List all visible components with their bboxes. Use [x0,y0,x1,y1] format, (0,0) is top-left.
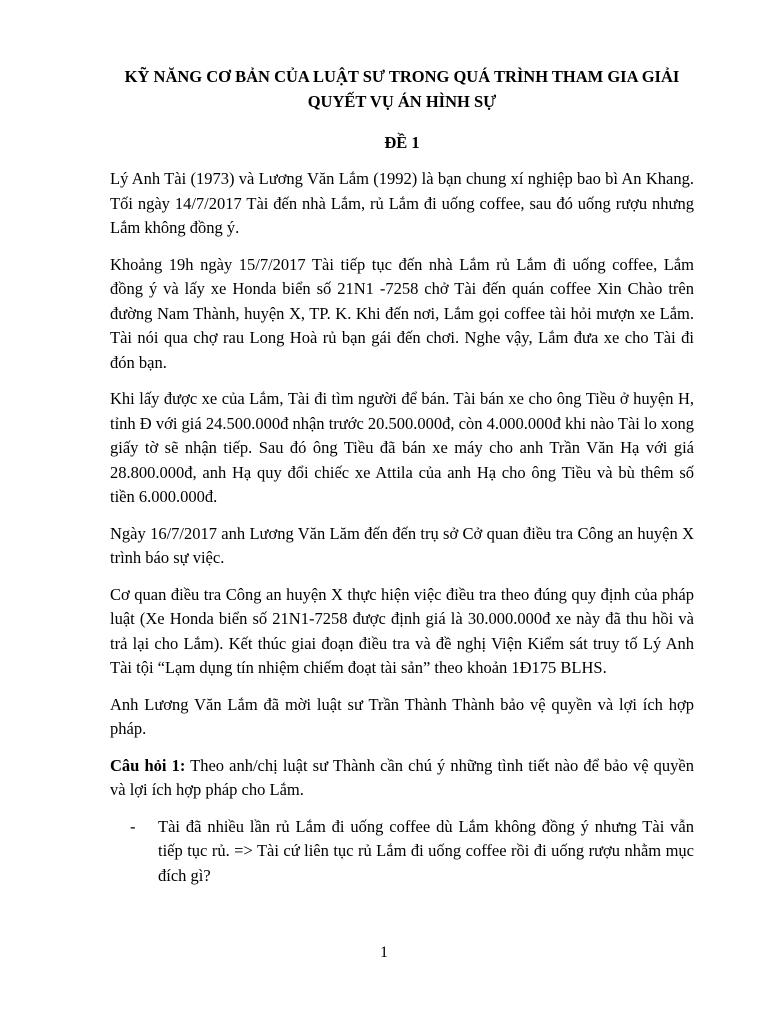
question-paragraph [110,754,694,803]
question-text: Theo anh/chị luật sư Thành cần chú ý những tình tiết nào để bảo vệ quyền và lợi ích hợp pháp cho Lắm. [110,755,694,799]
question-label: Câu hỏi 1: [110,755,186,775]
page-number: 1 [380,944,388,961]
document-page [110,64,694,888]
paragraph-5: Cơ quan điều tra Công an huyện X thực hiện việc điều tra theo đúng quy định của pháp luật (Xe Honda biển số 21N1-7258 được định giá là 30.000.000đ xe này đã thu hồi và trả lại cho Lắm). Kết thúc giai đoạn điều tra và đề nghị Viện Kiểm sát truy tố Lý Anh Tài tội “Lạm dụng tín nhiệm chiếm đoạt tài sản” theo khoản 1Đ175 BLHS. [110,584,694,677]
exercise-heading: ĐỀ 1 [384,133,420,152]
paragraph-4: Ngày 16/7/2017 anh Lương Văn Lăm đến đến trụ sở Cở quan điều tra Công an huyện X trình báo sự việc. [110,523,694,567]
paragraph-1: Lý Anh Tài (1973) và Lương Văn Lắm (1992) là bạn chung xí nghiệp bao bì An Khang. Tối ngày 14/7/2017 Tài đến nhà Lắm, rủ Lắm đi uống coffee, sau đó uống rượu nhưng Lắm không đồng ý. [110,169,694,237]
paragraph-6: Anh Lương Văn Lắm đã mời luật sư Trần Thành Thành bảo vệ quyền và lợi ích hợp pháp. [110,694,694,738]
document-title: KỸ NĂNG CƠ BẢN CỦA LUẬT SƯ TRONG QUÁ TRÌNH THAM GIA GIẢI QUYẾT VỤ ÁN HÌNH SỰ [124,67,680,111]
bullet-marker: - [130,816,136,836]
bullet-text: Tài đã nhiều lần rủ Lắm đi uống coffee dù Lắm không đồng ý nhưng Tài vẫn tiếp tục rủ. => Tài cứ liên tục rủ Lắm đi uống coffee rồi đi uống rượu nhằm mục đích gì? [158,816,694,885]
bullet-item [110,815,694,889]
paragraph-2: Khoảng 19h ngày 15/7/2017 Tài tiếp tục đến nhà Lắm rủ Lắm đi uống coffee, Lắm đồng ý và lấy xe Honda biển số 21N1 -7258 chở Tài đến quán coffee Xin Chào trên đường Nam Thành, huyện X, TP. K. Khi đến nơi, Lắm gọi coffee tài hỏi mượn xe Lắm. Tài nói qua chợ rau Long Hoà rủ bạn gái đến chơi. Nghe vậy, Lắm đưa xe cho Tài đi đón bạn. [110,254,694,372]
paragraph-3: Khi lấy được xe của Lắm, Tài đi tìm người để bán. Tài bán xe cho ông Tiều ở huyện H, tỉnh Đ với giá 24.500.000đ nhận trước 20.500.000đ, còn 4.000.000đ khi nào Tài lo xong giấy tờ sẽ nhận tiếp. Sau đó ông Tiều đã bán xe máy cho anh Trần Văn Hạ với giá 28.800.000đ, anh Hạ quy đổi chiếc xe Attila của anh Hạ cho ông Tiều và bù thêm số tiền 6.000.000đ. [110,389,694,506]
